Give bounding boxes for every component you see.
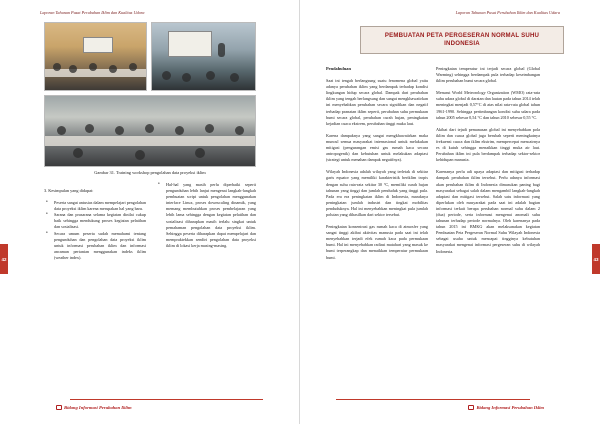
conclusion-list-continued	[156, 182, 256, 249]
footer-right	[468, 405, 544, 410]
paragraph: Menurut World Meteorology Organization (WMO) rata-rata suhu udara global di daratan dan lautan pada tahun 2014 telah meningkat menjadi 0,57°C di atas nilai rata-rata global tahun 1961-1990. Sehingga pertimbangan kondisi suhu udara pada tahun 2005 sebesar 0,54 °C dan tahun 2010 sebesar 0,55 °C.	[436, 90, 540, 120]
running-head-left: Laporan Tahunan Pusat Perubahan Iklim dan Kualitas Udara	[40, 10, 145, 15]
paragraph: Peningkatan konsentrasi gas rumah kaca di atmosfer yang sangat tinggi akibat aktivitas manusia pada saat ini telah menyebabkan terjadi efek rumah kaca pada permukaan bumi. Hal ini menyebabkan radiasi matahari yang masuk ke bumi terperangkap dan menaikkan temperatur permukaan bumi.	[326, 224, 428, 260]
right-column-1	[326, 66, 428, 267]
page-number-right: 43	[592, 244, 600, 274]
paragraph: Peningkatan temperatur ini terjadi secara global (Global Warming) sehingga berdampak pula terhadap keseimbangan iklim perubahan bumi secara global.	[436, 66, 540, 84]
list-item: • Sarana dan prasarana selama kegiatan dinilai cukup baik sehingga mendukung proses kegiatan pelatihan dan sosialisasi.	[44, 212, 146, 230]
figure-caption: Gambar 31. Training workshop pengolahan data proyeksi iklim	[94, 170, 206, 175]
list-item: • Peserta sangat antusias dalam mempelajari pengolahan data proyeksi iklim karena merupakan hal yang baru.	[44, 200, 146, 212]
book-icon	[56, 405, 62, 410]
right-column-2	[436, 66, 540, 261]
paragraph: Karena dampaknya yang sangat mengkhawatirkan maka muncul semua masyarakat internasional untuk melakukan mitigasi (pengurangan emisi gas rumah kaca secara antropogenik) dan kebutuhan untuk melakukan adaptasi (strategi untuk menahan dampak negatifnya).	[326, 132, 428, 163]
workshop-photo-3	[44, 95, 256, 167]
footer-text: Bidang Informasi Perubahan Iklim	[64, 404, 132, 410]
workshop-photo-1	[44, 22, 147, 91]
conclusion-heading: 3. Kesimpulan yang didapat:	[44, 188, 94, 193]
paragraph: Akibat dari tejadi pemanasan global ini menyebabkan pola iklim dan cuaca global juga berubah seperti meningkatnya frekuensi cuaca dan iklim ekstrim, mempercepat mencairnya es di kutub sehingga menaikkan tinggi muka air laut. Perubahan iklim ini pula berdampak terhadap sektor-sektor kehidupan manusia.	[436, 126, 540, 163]
footer-text: Bidang Informasi Perubahan Iklim	[476, 404, 544, 410]
page-number-left: 42	[0, 244, 8, 274]
footer-rule-right	[336, 399, 530, 400]
list-item: • Hal-hal yang masih perlu diperbaiki seperti pengunduhan lebih lanjut mengenai langkah-langkah pembuatan script untuk pengolahan menggunakan interface Linux, proses downscaling dinamik, yang memang membutuhkan proses pembelajaran yang lebih lama sehingga dengan kegiatan pelatihan dan sosialisasi diharapkan masih terlalu singkat untuk pemahaman pengolahan data proyeksi iklim. Sehingga peserta diharapkan dapat mempelajari dan mempraktekkan sendiri pengolahan data proyeksi iklim di lokasi kerja masing-masing.	[156, 182, 256, 249]
conclusion-list	[44, 200, 146, 261]
introduction-heading: Pendahuluan	[326, 66, 351, 71]
footer-rule-left	[70, 399, 263, 400]
left-column-1	[44, 188, 146, 261]
running-head-right: Laporan Tahunan Pusat Perubahan Iklim dan Kualitas Udara	[455, 10, 560, 15]
footer-left	[56, 405, 132, 410]
paragraph: Wilayah Indonesia adalah wilayah yang terletak di sekitar garis equator yang memiliki karakteristik beriklim tropis dengan suhu rata-rata sekitar 30 °C, memiliki curah hujan tahunan yang tinggi dan jumlah penduduk yang tinggi pula. Pada era era peningkatan iklim di Indonesia, maraknya peningkatan jumlah industri dan tingkat mobilitas penduduknya. Hal ini menyebabkan meningkat pula jumlah polutan yang dihasilkan dari sektor tersebut.	[326, 169, 428, 217]
paragraph: Karenanya perlu adi upaya adaptasi dan mitigasi terhadap dampak perubahan iklim tersebut. Perlu adanya informasi akan perubahan iklim di Indonesia dimasukan paning bagi masyarakat sebagai salah dalam mengambil langkah-langkah adaptasi dan mitigasi tersebut. Salah satu informasi yang diperlukan oleh masyarakat pada saat ini adalah bagian informasi terkait berapa perubahan normal suhu dalam 2 (dua) periode, serta informasi mengenai anomali suhu tahunan terhadap periode normalnya. Oleh karenanya pada tahun 2015 ini BMKG akan melaksanakan kegiatan Pembuatan Peta Pergeseran Normal Suhu Wilayah Indonesia sebagai usaha untuk mencapai tingginya kebutuhan masyarakat mengenai informasi pergeseran suhu di wilayah Indonesia.	[436, 169, 540, 254]
workshop-photo-2	[151, 22, 256, 91]
book-icon	[468, 405, 474, 410]
left-column-2	[156, 182, 256, 249]
chapter-title: PEMBUATAN PETA PERGESERAN NORMAL SUHU INDONESIA	[384, 32, 540, 47]
paragraph: Saat ini tengah berlangsung suatu fenomena global yaitu adanya perubahan iklim yang berdampak terhadap kondisi lingkungan hidup secara global. Dampak dari perubahan iklim yang tengah berlangsung dan sangat mengkhawatirkan ini menyebabkan perubahan secara signifikan dan negatif terhadap pranatan iklim seperti, perubahan suhu permukaan bumi secara global, perubahan curah hujan, peningkatan kejadian cuaca ekstrem, perubahan tinggi muka laut.	[326, 78, 428, 126]
right-page	[300, 0, 600, 424]
list-item: • Secara umum peserta sudah memahami tentang pengunduhan dan pengolahan data proyeksi iklim untuk informasi perubahan iklim dan informasi ancaman pertanian menggunakan indeks iklim (weather index).	[44, 231, 146, 261]
chapter-title-box	[360, 26, 564, 54]
